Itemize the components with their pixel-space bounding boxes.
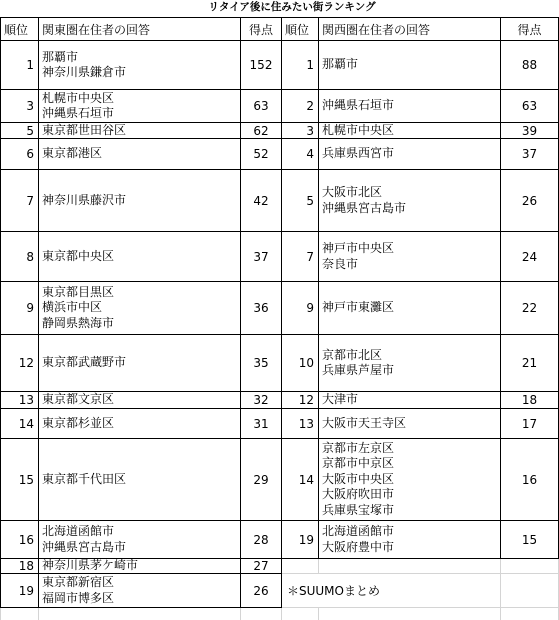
kansai-score-cell[interactable]	[500, 334, 559, 392]
city-name: 東京都文京区	[42, 392, 115, 407]
kansai-score-cell[interactable]	[500, 231, 559, 282]
city-name: 東京都世田谷区	[42, 122, 127, 137]
kanto-rank-cell[interactable]	[0, 138, 39, 170]
kansai-rank-cell[interactable]	[281, 122, 319, 139]
kanto-answer-cell[interactable]	[38, 138, 241, 170]
kanto-rank: 15	[18, 472, 34, 487]
empty-cell[interactable]	[240, 607, 282, 620]
kansai-score: 21	[521, 356, 538, 370]
header-kanto-score-label: 得点	[248, 22, 273, 37]
kanto-rank: 9	[26, 301, 34, 315]
header-kansai-rank[interactable]	[281, 17, 319, 41]
kanto-rank-cell[interactable]	[0, 558, 39, 574]
city-name: 京都市左京区	[322, 440, 395, 455]
kansai-score-cell[interactable]	[500, 122, 559, 139]
kanto-answer-cell[interactable]	[38, 391, 241, 409]
kanto-answer-cell[interactable]	[38, 281, 241, 335]
empty-cell[interactable]	[500, 607, 559, 620]
kanto-rank: 18	[18, 559, 34, 573]
kansai-answer-cell[interactable]	[318, 520, 501, 559]
kanto-rank: 12	[18, 356, 34, 370]
kanto-rank: 14	[18, 416, 34, 431]
city-name: 札幌市中央区	[42, 90, 115, 105]
kanto-answer-cell[interactable]	[38, 573, 241, 608]
kanto-score: 29	[253, 472, 269, 487]
kansai-answer-cell[interactable]	[318, 138, 501, 170]
kansai-answer-cell[interactable]	[318, 122, 501, 139]
kanto-rank-cell[interactable]	[0, 281, 39, 335]
kansai-score: 15	[521, 532, 538, 547]
kanto-answer-cell[interactable]	[38, 40, 241, 90]
kanto-score-cell[interactable]	[240, 231, 282, 282]
city-name: 東京都杉並区	[42, 415, 115, 430]
kansai-score: 63	[521, 99, 538, 113]
kansai-score: 37	[521, 147, 538, 161]
city-name: 福岡市博多区	[42, 590, 115, 605]
header-kansai-score-label: 得点	[517, 22, 542, 37]
kanto-rank-cell[interactable]	[0, 520, 39, 559]
kansai-rank: 10	[298, 356, 314, 370]
kansai-score: 24	[521, 249, 538, 264]
header-kanto-answer[interactable]	[38, 17, 241, 41]
kansai-rank-cell[interactable]	[281, 334, 319, 392]
kanto-score-cell[interactable]	[240, 438, 282, 521]
kanto-score: 36	[253, 301, 269, 315]
kanto-answer-cell[interactable]	[38, 438, 241, 521]
kanto-rank: 3	[26, 99, 34, 113]
kanto-rank: 1	[26, 58, 34, 72]
city-name: 沖縄県石垣市	[42, 106, 115, 120]
empty-cell[interactable]	[500, 573, 559, 608]
kanto-score-cell[interactable]	[240, 391, 282, 409]
kanto-answer-cell[interactable]	[38, 122, 241, 139]
kansai-rank: 12	[298, 393, 314, 407]
empty-cell[interactable]	[281, 558, 319, 574]
kansai-rank-cell[interactable]	[281, 391, 319, 409]
city-name: 沖縄県宮古島市	[322, 200, 407, 215]
kansai-rank: 5	[306, 193, 314, 208]
kansai-rank-cell[interactable]	[281, 520, 319, 559]
kanto-score-cell[interactable]	[240, 40, 282, 90]
kanto-rank: 13	[18, 393, 34, 407]
header-kansai-answer-label: 関西圏在住者の回答	[322, 22, 431, 37]
kansai-rank-cell[interactable]	[281, 40, 319, 90]
empty-cell[interactable]	[318, 558, 501, 574]
kansai-answer-cell[interactable]	[318, 169, 501, 232]
kansai-score-cell[interactable]	[500, 138, 559, 170]
city-name: 大阪市中央区	[322, 471, 395, 486]
kansai-score-cell[interactable]	[500, 281, 559, 335]
kanto-score: 152	[249, 58, 273, 72]
kansai-score-cell[interactable]	[500, 408, 559, 439]
kansai-score: 17	[521, 416, 538, 431]
city-name: 兵庫県芦屋市	[322, 363, 395, 377]
kanto-answer-cell[interactable]	[38, 169, 241, 232]
kanto-rank-cell[interactable]	[0, 408, 39, 439]
city-name: 大阪府吹田市	[322, 487, 395, 502]
kansai-rank: 1	[306, 58, 314, 72]
city-name: 大阪市天王寺区	[322, 415, 407, 430]
kanto-rank: 6	[26, 147, 34, 161]
kanto-score-cell[interactable]	[240, 408, 282, 439]
kansai-rank: 3	[306, 123, 314, 138]
header-kanto-rank-label: 順位	[4, 22, 29, 37]
kanto-score: 27	[253, 559, 269, 573]
city-name: 大阪市北区	[322, 185, 383, 199]
source-note	[281, 573, 501, 608]
city-name: 東京都中央区	[42, 248, 115, 263]
kanto-score-cell[interactable]	[240, 138, 282, 170]
kanto-score: 32	[253, 393, 269, 407]
kansai-answer-cell[interactable]	[318, 438, 501, 521]
kanto-rank: 5	[26, 123, 34, 138]
empty-cell[interactable]	[281, 607, 319, 620]
city-name: 東京都港区	[42, 146, 103, 161]
source-note-text: ＊SUUMOまとめ	[287, 584, 380, 598]
kanto-score: 62	[253, 123, 269, 138]
kanto-score-cell[interactable]	[240, 334, 282, 392]
kanto-answer-cell[interactable]	[38, 89, 241, 123]
empty-cell[interactable]	[0, 607, 39, 620]
kanto-score-cell[interactable]	[240, 89, 282, 123]
city-name: 兵庫県西宮市	[322, 146, 395, 161]
kansai-answer-cell[interactable]	[318, 231, 501, 282]
kanto-score: 42	[253, 193, 269, 208]
kansai-rank: 19	[298, 532, 314, 547]
kanto-score: 28	[253, 532, 269, 547]
kanto-answer-cell[interactable]	[38, 558, 241, 574]
city-name: 静岡県熱海市	[42, 315, 115, 330]
kanto-score: 35	[253, 356, 269, 370]
kanto-score: 52	[253, 147, 269, 161]
kansai-answer-cell[interactable]	[318, 89, 501, 123]
kanto-score: 31	[253, 416, 269, 431]
city-name: 東京都武蔵野市	[42, 355, 127, 370]
kanto-score-cell[interactable]	[240, 573, 282, 608]
kansai-rank-cell[interactable]	[281, 138, 319, 170]
kanto-answer-cell[interactable]	[38, 520, 241, 559]
kanto-rank-cell[interactable]	[0, 334, 39, 392]
city-name: 神奈川県藤沢市	[42, 192, 127, 207]
city-name: 那覇市	[322, 57, 359, 72]
kanto-answer-cell[interactable]	[38, 408, 241, 439]
page-title: リタイア後に住みたい街ランキング	[208, 1, 376, 13]
kanto-rank-cell[interactable]	[0, 89, 39, 123]
kansai-rank-cell[interactable]	[281, 231, 319, 282]
kanto-rank-cell[interactable]	[0, 391, 39, 409]
city-name: 横浜市中区	[42, 300, 103, 315]
kanto-answer-cell[interactable]	[38, 334, 241, 392]
kansai-score: 22	[521, 301, 538, 315]
city-name: 兵庫県宝塚市	[322, 502, 395, 517]
kanto-rank: 16	[18, 532, 34, 547]
kanto-score-cell[interactable]	[240, 281, 282, 335]
kanto-rank-cell[interactable]	[0, 40, 39, 90]
kansai-answer-cell[interactable]	[318, 334, 501, 392]
empty-cell[interactable]	[500, 558, 559, 574]
kanto-rank-cell[interactable]	[0, 122, 39, 139]
empty-cell[interactable]	[318, 607, 501, 620]
kanto-rank-cell[interactable]	[0, 438, 39, 521]
kansai-rank-cell[interactable]	[281, 89, 319, 123]
city-name: 京都市北区	[322, 347, 383, 362]
kansai-rank: 2	[306, 99, 314, 113]
header-kansai-answer[interactable]	[318, 17, 501, 41]
city-name: 大津市	[322, 392, 359, 407]
kansai-rank-cell[interactable]	[281, 169, 319, 232]
header-kanto-answer-label: 関東圏在住者の回答	[42, 22, 151, 37]
kanto-rank-cell[interactable]	[0, 169, 39, 232]
kanto-score-cell[interactable]	[240, 169, 282, 232]
kanto-score-cell[interactable]	[240, 558, 282, 574]
header-kanto-score[interactable]	[240, 17, 282, 41]
kansai-rank-cell[interactable]	[281, 281, 319, 335]
city-name: 北海道函館市	[42, 524, 115, 538]
city-name: 北海道函館市	[322, 524, 395, 538]
kansai-score-cell[interactable]	[500, 89, 559, 123]
city-name: 那覇市	[42, 49, 79, 64]
kanto-rank-cell[interactable]	[0, 573, 39, 608]
kanto-score: 37	[253, 249, 269, 264]
kansai-rank: 9	[306, 301, 314, 315]
city-name: 東京都目黒区	[42, 284, 115, 299]
city-name: 沖縄県石垣市	[322, 98, 395, 113]
kanto-rank: 19	[18, 583, 34, 598]
kansai-score-cell[interactable]	[500, 520, 559, 559]
kansai-rank-cell[interactable]	[281, 438, 319, 521]
kanto-answer-cell[interactable]	[38, 231, 241, 282]
city-name: 神奈川県茅ケ崎市	[42, 558, 139, 573]
kansai-score: 88	[521, 58, 538, 72]
kanto-rank-cell[interactable]	[0, 231, 39, 282]
city-name: 東京都新宿区	[42, 575, 115, 589]
city-name: 沖縄県宮古島市	[42, 539, 127, 554]
header-kansai-rank-label: 順位	[285, 22, 310, 37]
header-kansai-score[interactable]	[500, 17, 559, 41]
kansai-answer-cell[interactable]	[318, 40, 501, 90]
kansai-score-cell[interactable]	[500, 438, 559, 521]
kansai-score: 18	[521, 393, 538, 407]
kansai-score-cell[interactable]	[500, 40, 559, 90]
city-name: 奈良市	[322, 256, 359, 271]
kansai-score-cell[interactable]	[500, 391, 559, 409]
kanto-rank: 7	[26, 193, 34, 208]
kansai-rank-cell[interactable]	[281, 408, 319, 439]
kanto-score: 26	[253, 583, 269, 598]
kanto-score-cell[interactable]	[240, 122, 282, 139]
city-name: 札幌市中央区	[322, 122, 395, 137]
kansai-answer-cell[interactable]	[318, 391, 501, 409]
city-name: 東京都千代田区	[42, 471, 127, 486]
kansai-rank: 7	[306, 249, 314, 264]
kansai-answer-cell[interactable]	[318, 408, 501, 439]
kansai-rank: 14	[298, 472, 314, 487]
city-name: 大阪府豊中市	[322, 539, 395, 554]
city-name: 神戸市東灘区	[322, 300, 395, 315]
kanto-score-cell[interactable]	[240, 520, 282, 559]
kanto-rank: 8	[26, 249, 34, 264]
kansai-answer-cell[interactable]	[318, 281, 501, 335]
kansai-score: 26	[521, 193, 538, 208]
city-name: 京都市中京区	[322, 456, 395, 471]
kansai-rank: 4	[306, 147, 314, 161]
city-name: 神戸市中央区	[322, 241, 395, 255]
kanto-score: 63	[253, 99, 269, 113]
kansai-score: 16	[521, 472, 538, 487]
kansai-rank: 13	[298, 416, 314, 431]
empty-cell[interactable]	[38, 607, 241, 620]
kansai-score: 39	[521, 123, 538, 138]
city-name: 神奈川県鎌倉市	[42, 65, 127, 79]
kansai-score-cell[interactable]	[500, 169, 559, 232]
header-kanto-rank[interactable]	[0, 17, 39, 41]
